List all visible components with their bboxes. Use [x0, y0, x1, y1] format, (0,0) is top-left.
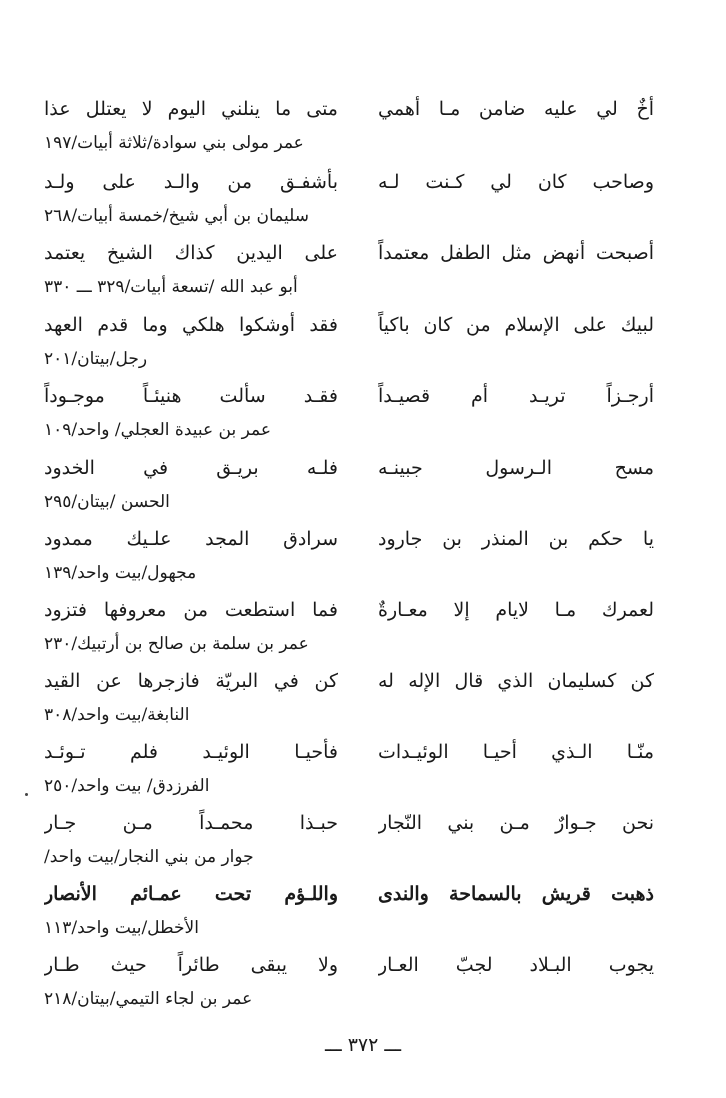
verse-entry — [0, 522, 726, 594]
verse-entry — [0, 379, 726, 451]
verse-line — [44, 522, 654, 556]
first-hemistich: أصبحت أنهض مثل الطفل معتمداً — [378, 242, 654, 264]
first-hemistich: لبيك على الإسلام من كان باكياً — [378, 314, 654, 336]
second-hemistich: فقد أوشكوا هلكي وما قدم العهد — [44, 314, 338, 336]
verse-line — [44, 308, 654, 342]
second-hemistich: فأحيـا الوئيـد فلم تـوئـد — [44, 741, 338, 763]
verse-line — [44, 236, 654, 270]
poet-attribution: عمر بن سلمة بن صالح بن أرتبيك/٢٣٠ — [44, 634, 309, 654]
verse-line — [44, 165, 654, 199]
first-hemistich: نحن جـوارٌ مـن بني النّجار — [378, 812, 654, 834]
poet-attribution: الأخطل/بيت واحد/١١٣ — [44, 918, 199, 938]
poet-attribution: الحسن /بيتان/٢٩٥ — [44, 492, 170, 512]
first-hemistich: كن كسليمان الذي قال الإله له — [378, 670, 654, 692]
verse-entry — [0, 165, 726, 237]
second-hemistich: فلـه بريـق في الخدود — [44, 457, 338, 479]
verse-entry — [0, 877, 726, 949]
verse-entry — [0, 806, 726, 878]
first-hemistich: أخٌ لي عليه ضامن مـا أهمي — [378, 98, 654, 120]
poet-attribution: عمر بن عبيدة العجلي/ واحد/١٠٩ — [44, 420, 271, 440]
poet-attribution: مجهول/بيت واحد/١٣٩ — [44, 563, 197, 583]
second-hemistich: ولا يبقى طائراً حيث طـار — [44, 954, 338, 976]
verse-entry — [0, 735, 726, 807]
poet-attribution: جوار من بني النجار/بيت واحد/ — [44, 847, 254, 867]
verse-line — [44, 877, 654, 911]
poet-attribution: رجل/بيتان/٢٠١ — [44, 349, 148, 369]
first-hemistich: يا حكم بن المنذر بن جارود — [378, 528, 654, 550]
verse-line — [44, 92, 654, 126]
first-hemistich: منّـا الـذي أحيـا الوئيـدات — [378, 741, 654, 763]
first-hemistich: ذهبت قريش بالسماحة والندى — [378, 883, 654, 905]
verse-line — [44, 451, 654, 485]
first-hemistich: مسح الـرسول جبينـه — [378, 457, 654, 479]
poet-attribution: عمر مولى بني سوادة/ثلاثة أبيات/١٩٧ — [44, 133, 304, 153]
second-hemistich: سرادق المجد علـيك ممدود — [44, 528, 338, 550]
verse-entry — [0, 593, 726, 665]
verse-entry — [0, 308, 726, 380]
verse-line — [44, 948, 654, 982]
verse-entry — [0, 236, 726, 308]
verse-line — [44, 735, 654, 769]
second-hemistich: فما استطعت من معروفها فتزود — [44, 599, 338, 621]
second-hemistich: واللـؤم تحت عمـائم الأنصار — [44, 883, 338, 905]
verse-entry — [0, 451, 726, 523]
ink-speck — [25, 793, 28, 796]
second-hemistich: بأشفـق من والـد على ولـد — [44, 171, 338, 193]
poet-attribution: أبو عبد الله /تسعة أبيات/٣٢٩ ـــ ٣٣٠ — [44, 277, 298, 297]
first-hemistich: لعمرك مـا لايام إلا معـارةٌ — [378, 599, 654, 621]
second-hemistich: متى ما ينلني اليوم لا يعتلل عذا — [44, 98, 338, 120]
poet-attribution: عمر بن لجاء التيمي/بيتان/٢١٨ — [44, 989, 253, 1009]
verse-entry — [0, 948, 726, 1020]
second-hemistich: على اليدين كذاك الشيخ يعتمد — [44, 242, 338, 264]
first-hemistich: أرجـزاً تريـد أم قصيـداً — [378, 385, 654, 407]
poet-attribution: الفرزدق/ بيت واحد/٢٥٠ — [44, 776, 210, 796]
second-hemistich: فقـد سألت هنيئـاً موجـوداً — [44, 385, 338, 407]
verse-line — [44, 379, 654, 413]
page-number: ـــ ٣٧٢ ـــ — [324, 1034, 402, 1056]
second-hemistich: حبـذا محمـداً مـن جـار — [44, 812, 338, 834]
verse-entry — [0, 92, 726, 164]
second-hemistich: كن في البريّة فازجرها عن القيد — [44, 670, 338, 692]
poet-attribution: سليمان بن أبي شيخ/خمسة أبيات/٢٦٨ — [44, 206, 309, 226]
verse-line — [44, 593, 654, 627]
verse-entry — [0, 664, 726, 736]
poet-attribution: النابغة/بيت واحد/٣٠٨ — [44, 705, 190, 725]
verse-line — [44, 806, 654, 840]
first-hemistich: وصاحب كان لي كـنت لـه — [378, 171, 654, 193]
verse-line — [44, 664, 654, 698]
first-hemistich: يجوب البـلاد لجبّ العـار — [378, 954, 654, 976]
